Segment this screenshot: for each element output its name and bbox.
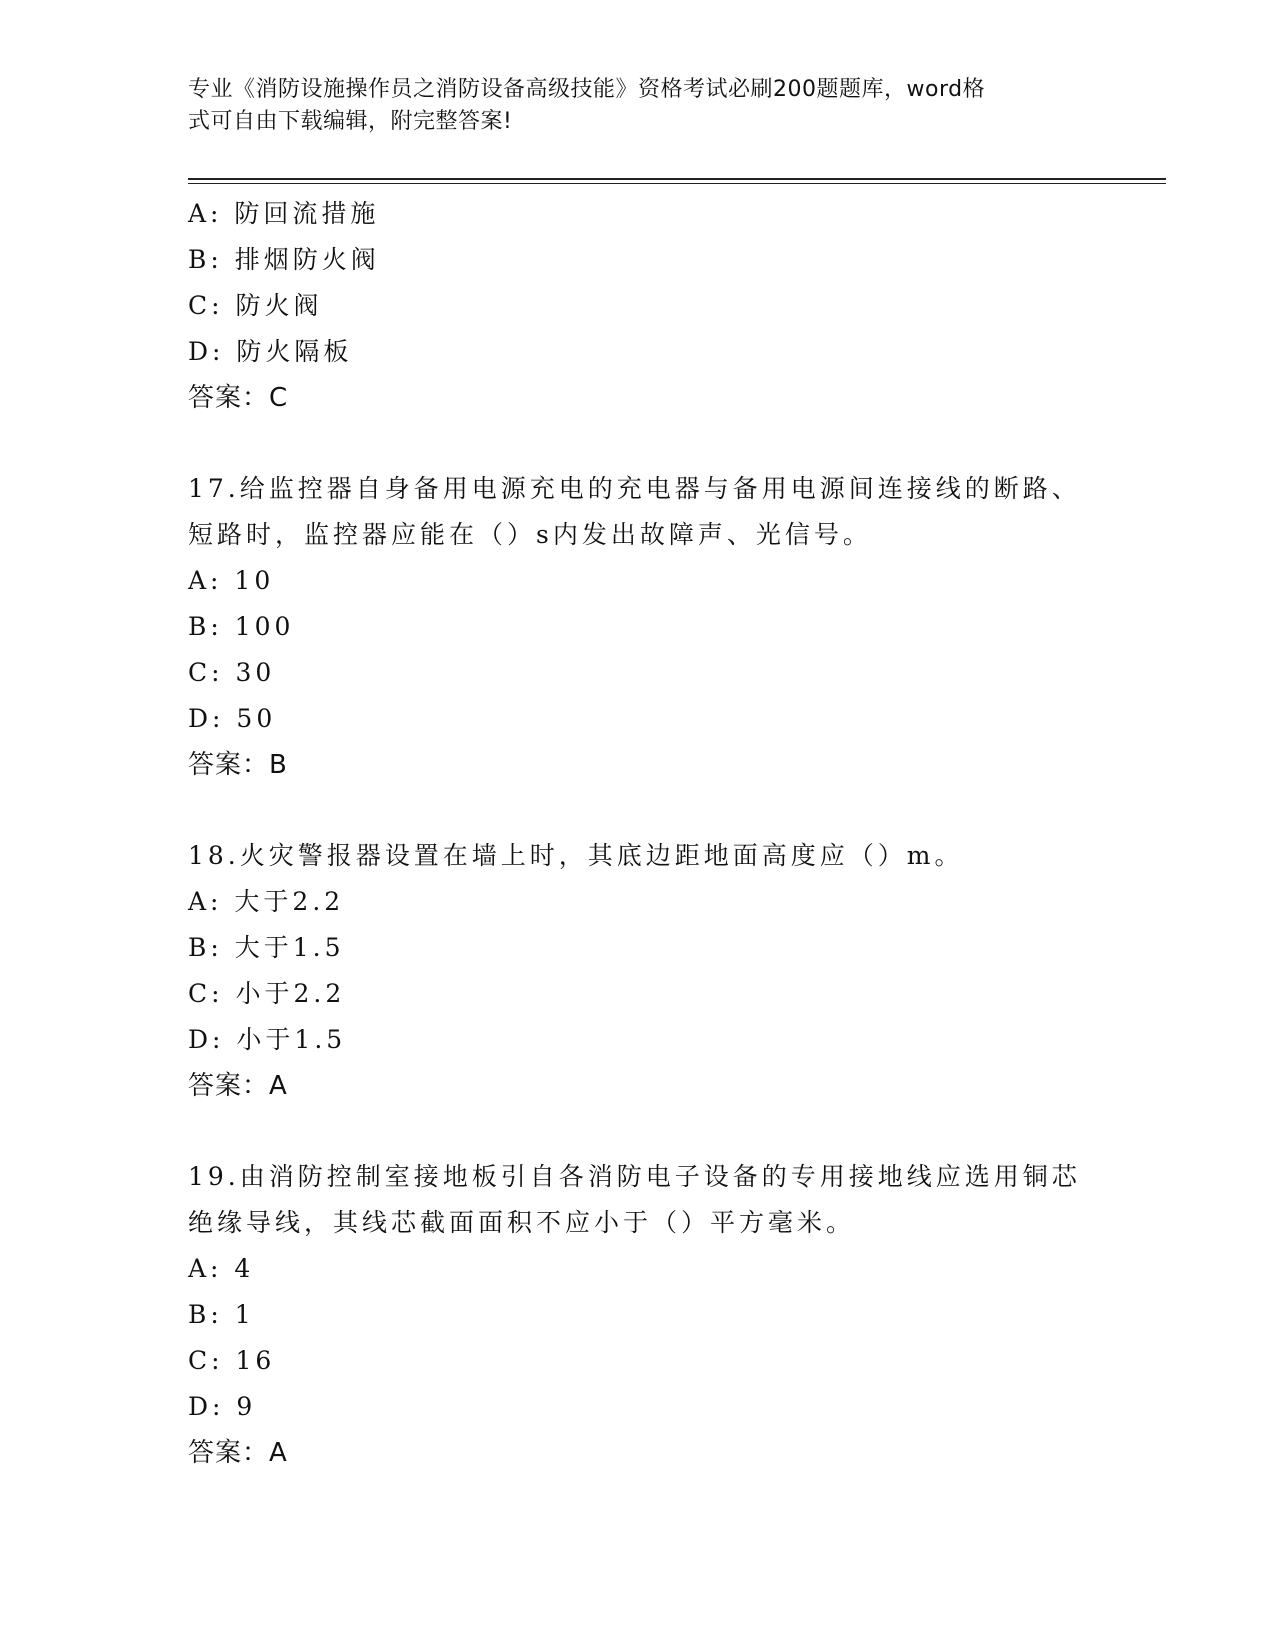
option-a: A: 防回流措施 [188, 199, 380, 228]
question-stem-line-1: 17.给监控器自身备用电源充电的充电器与备用电源间连接线的断路、 [188, 474, 1081, 503]
question-stem-line-1: 18.火灾警报器设置在墙上时，其底边距地面高度应（）m。 [188, 841, 964, 870]
header-line-2: 式可自由下载编辑，附完整答案! [188, 109, 513, 134]
document-header [188, 74, 1088, 138]
option-c: C: 16 [188, 1346, 276, 1375]
option-a: A: 大于2.2 [188, 887, 345, 916]
header-divider-thin [188, 183, 1166, 184]
question-16-block [188, 191, 1088, 421]
option-d: D: 9 [188, 1392, 257, 1421]
option-a: A: 10 [188, 566, 275, 595]
answer-line: 答案：A [188, 1438, 288, 1468]
question-stem-line-1: 19.由消防控制室接地板引自各消防电子设备的专用接地线应选用铜芯 [188, 1162, 1081, 1191]
option-b: B: 100 [188, 612, 295, 641]
answer-line: 答案：C [188, 383, 289, 413]
option-a: A: 4 [188, 1254, 255, 1283]
option-b: B: 排烟防火阀 [188, 245, 380, 274]
question-17-block [188, 466, 1088, 788]
answer-line: 答案：A [188, 1071, 288, 1101]
option-d: D: 小于1.5 [188, 1025, 347, 1054]
header-divider-thick [188, 178, 1166, 180]
answer-line: 答案：B [188, 750, 288, 780]
option-b: B: 1 [188, 1300, 255, 1329]
question-stem-line-2: 绝缘导线，其线芯截面面积不应小于（）平方毫米。 [188, 1208, 856, 1237]
option-d: D: 50 [188, 704, 277, 733]
question-19-block [188, 1154, 1088, 1476]
option-b: B: 大于1.5 [188, 933, 345, 962]
option-c: C: 防火阀 [188, 291, 323, 320]
question-list [188, 191, 1088, 1476]
header-line-1: 专业《消防设施操作员之消防设备高级技能》资格考试必刷200题题库，word格 [188, 77, 986, 102]
option-c: C: 30 [188, 658, 276, 687]
option-c: C: 小于2.2 [188, 979, 346, 1008]
question-18-block [188, 833, 1088, 1109]
option-d: D: 防火隔板 [188, 337, 353, 366]
question-stem-line-2: 短路时，监控器应能在（）s内发出故障声、光信号。 [188, 520, 872, 549]
